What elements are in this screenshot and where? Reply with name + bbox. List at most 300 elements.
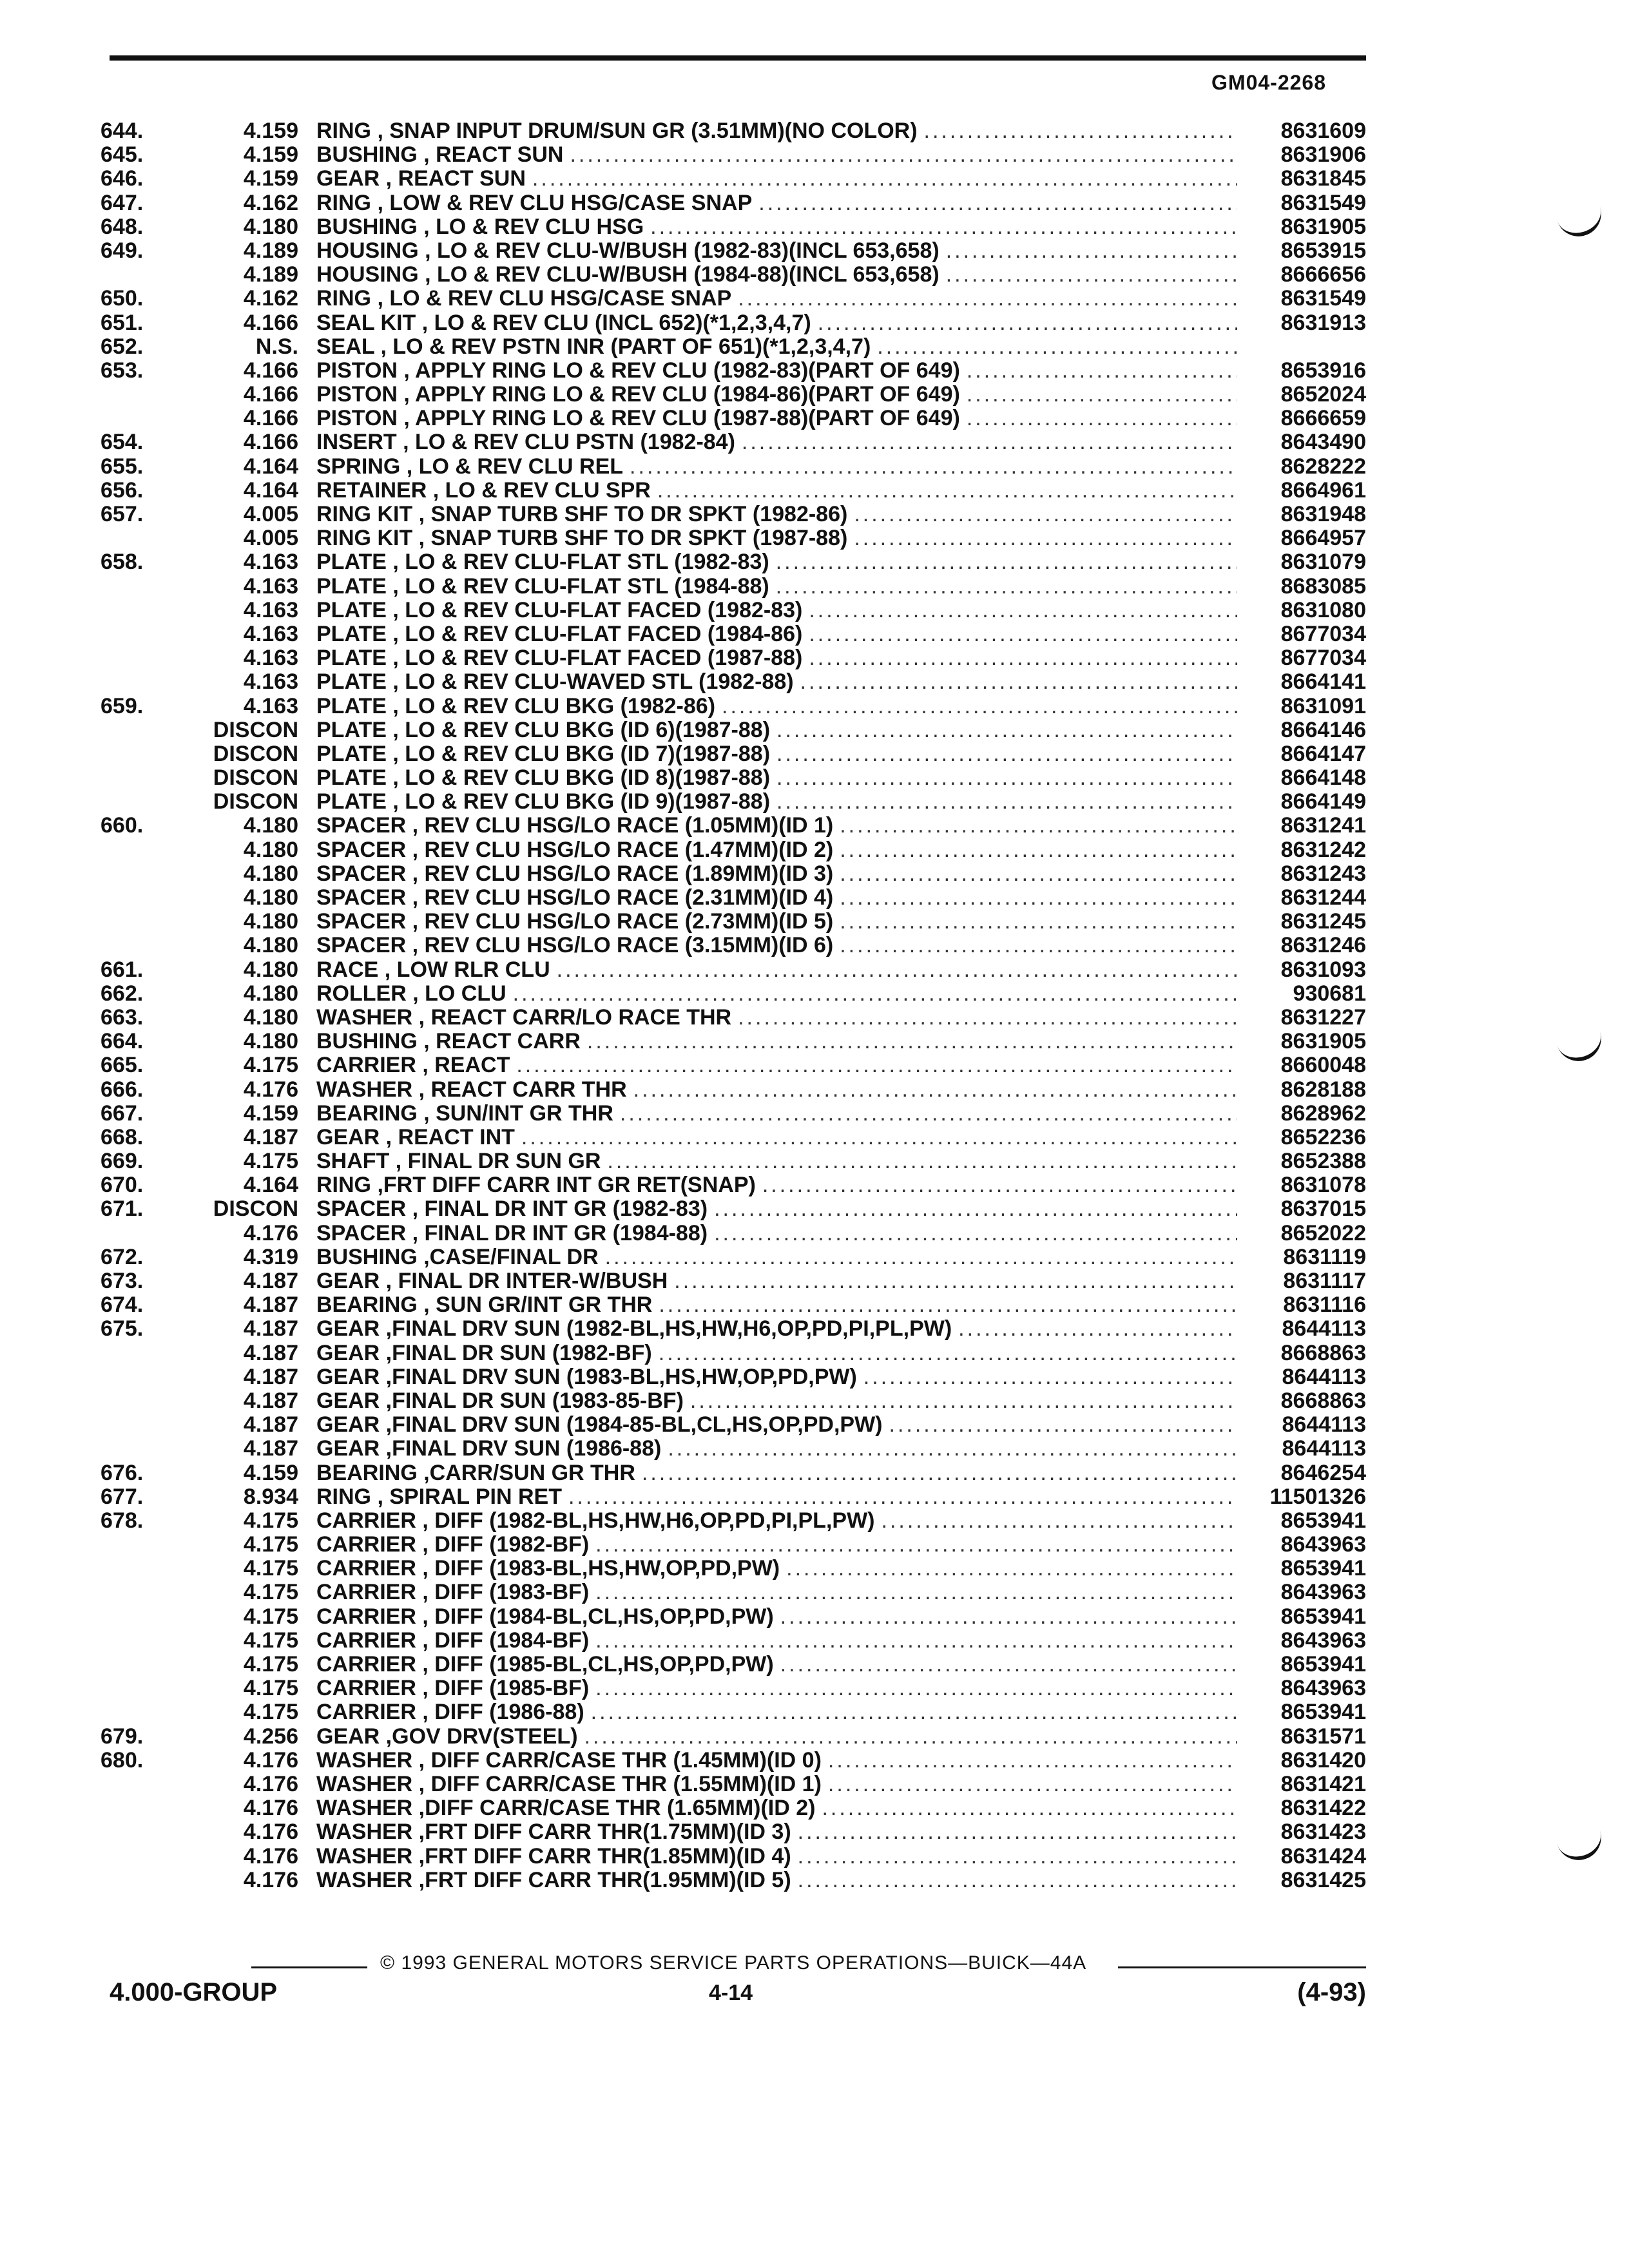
figure-ref: 4.175 — [243, 1652, 298, 1677]
part-number: 8631080 — [1280, 597, 1366, 622]
part-number: 8653916 — [1280, 358, 1366, 383]
item-number: 656. — [101, 477, 144, 503]
description-text: GEAR , FINAL DR INTER-W/BUSH — [316, 1269, 668, 1293]
figure-ref: 4.175 — [243, 1149, 298, 1174]
figure-ref: 4.175 — [243, 1508, 298, 1533]
description-text: GEAR , REACT SUN — [316, 167, 526, 191]
description-text: GEAR ,FINAL DR SUN (1982-BF) — [316, 1341, 652, 1365]
item-number: 676. — [101, 1460, 144, 1485]
dot-leader — [791, 1845, 1237, 1869]
description-text: PLATE , LO & REV CLU BKG (ID 7)(1987-88) — [316, 742, 771, 766]
item-number: 644. — [101, 119, 144, 143]
part-number: 8652388 — [1280, 1149, 1366, 1174]
dot-leader — [791, 1869, 1237, 1892]
figure-ref: 4.187 — [243, 1412, 298, 1437]
description-text: BEARING , SUN GR/INT GR THR — [316, 1293, 653, 1318]
table-row — [97, 1869, 1366, 1892]
table-row — [97, 1197, 1366, 1221]
dot-leader — [875, 1509, 1238, 1533]
table-row — [97, 934, 1366, 957]
figure-ref: 4.166 — [243, 430, 298, 455]
part-description — [316, 695, 1237, 718]
part-description — [316, 1053, 1237, 1077]
description-text: CARRIER , DIFF (1983-BL,HS,HW,OP,PD,PW) — [316, 1557, 780, 1581]
part-description — [316, 982, 1237, 1006]
dot-leader — [644, 215, 1237, 239]
part-number: 8631241 — [1280, 813, 1366, 838]
description-text: PLATE , LO & REV CLU BKG (ID 6)(1987-88) — [316, 718, 771, 742]
part-description — [316, 1605, 1237, 1629]
table-row — [97, 1173, 1366, 1197]
dot-leader — [802, 646, 1237, 670]
table-row — [97, 119, 1366, 143]
part-number: 8637015 — [1280, 1196, 1366, 1222]
figure-ref: 4.180 — [243, 837, 298, 862]
table-row — [97, 982, 1366, 1006]
part-description — [316, 479, 1237, 503]
dot-leader — [589, 1629, 1237, 1653]
part-number: 8628222 — [1280, 454, 1366, 479]
figure-ref: DISCON — [213, 765, 298, 791]
part-description — [316, 215, 1237, 239]
dot-leader — [526, 167, 1237, 191]
description-text: PLATE , LO & REV CLU-FLAT STL (1982-83) — [316, 550, 769, 575]
part-number: 8631422 — [1280, 1796, 1366, 1821]
part-description — [316, 407, 1237, 430]
description-text: PLATE , LO & REV CLU-FLAT FACED (1987-88) — [316, 646, 803, 671]
part-description — [316, 1006, 1237, 1030]
figure-ref: 4.164 — [243, 1173, 298, 1198]
part-description — [316, 1341, 1237, 1365]
description-text: SPACER , REV CLU HSG/LO RACE (1.05MM)(ID 1) — [316, 814, 834, 838]
table-row — [97, 1845, 1366, 1869]
table-row — [97, 646, 1366, 670]
part-description — [316, 575, 1237, 599]
part-description — [316, 1796, 1237, 1820]
part-number: 8668863 — [1280, 1388, 1366, 1413]
description-text: RING , LO & REV CLU HSG/CASE SNAP — [316, 287, 732, 311]
part-description — [316, 1222, 1237, 1245]
dot-leader — [960, 383, 1237, 407]
part-description — [316, 790, 1237, 814]
part-number: 8683085 — [1280, 573, 1366, 599]
figure-ref: 4.163 — [243, 669, 298, 695]
figure-ref: 4.163 — [243, 693, 298, 718]
part-description — [316, 263, 1237, 287]
item-number: 680. — [101, 1747, 144, 1773]
part-number: 8631116 — [1283, 1293, 1366, 1318]
part-description — [316, 742, 1237, 766]
dot-leader — [811, 311, 1237, 335]
part-description — [316, 1629, 1237, 1653]
dot-leader — [802, 622, 1237, 646]
dot-leader — [952, 1317, 1237, 1341]
figure-ref: 4.180 — [243, 933, 298, 958]
description-text: CARRIER , DIFF (1982-BL,HS,HW,H6,OP,PD,PI,PL,PW) — [316, 1508, 875, 1533]
figure-ref: 4.180 — [243, 981, 298, 1006]
table-row — [97, 838, 1366, 862]
part-number: 8644113 — [1282, 1412, 1366, 1437]
dot-leader — [581, 1030, 1237, 1053]
part-number: 8660048 — [1280, 1053, 1366, 1078]
table-row — [97, 526, 1366, 550]
dot-leader — [613, 1102, 1237, 1126]
figure-ref: 4.180 — [243, 909, 298, 934]
part-number: 8631242 — [1280, 837, 1366, 862]
part-number: 8643963 — [1280, 1532, 1366, 1557]
description-text: PISTON , APPLY RING LO & REV CLU (1982-83)(PART OF 649) — [316, 358, 960, 383]
part-description — [316, 191, 1237, 215]
part-number: 8631119 — [1283, 1244, 1366, 1269]
item-number: 673. — [101, 1269, 144, 1293]
part-description — [316, 1437, 1237, 1461]
dot-leader — [668, 1269, 1237, 1293]
table-row — [97, 1773, 1366, 1796]
dot-leader — [510, 1053, 1237, 1077]
dot-leader — [871, 335, 1237, 359]
item-number: 669. — [101, 1149, 144, 1174]
part-description — [316, 359, 1237, 383]
item-number: 653. — [101, 358, 144, 383]
figure-ref: 4.159 — [243, 142, 298, 168]
part-description — [316, 239, 1237, 263]
dot-leader — [635, 1461, 1237, 1485]
dot-leader — [883, 1413, 1238, 1437]
dot-leader — [623, 455, 1237, 479]
table-row — [97, 1605, 1366, 1629]
item-number: 654. — [101, 430, 144, 455]
description-text: PISTON , APPLY RING LO & REV CLU (1984-86)(PART OF 649) — [316, 383, 960, 407]
figure-ref: 4.180 — [243, 214, 298, 239]
item-number: 659. — [101, 693, 144, 718]
document-id: GM04-2268 — [1211, 71, 1326, 94]
table-row — [97, 886, 1366, 910]
table-row — [97, 766, 1366, 790]
table-row — [97, 622, 1366, 646]
description-text: PLATE , LO & REV CLU-FLAT FACED (1982-83) — [316, 598, 803, 622]
part-number: 11501326 — [1269, 1484, 1366, 1509]
figure-ref: DISCON — [213, 717, 298, 742]
dot-leader — [833, 838, 1237, 862]
item-number: 672. — [101, 1244, 144, 1269]
part-number: 8631905 — [1280, 1029, 1366, 1054]
figure-ref: 4.175 — [243, 1532, 298, 1557]
item-number: 650. — [101, 286, 144, 311]
table-row — [97, 1700, 1366, 1724]
table-row — [97, 742, 1366, 766]
table-row — [97, 143, 1366, 167]
part-number: 8631244 — [1280, 885, 1366, 910]
figure-ref: 4.164 — [243, 477, 298, 503]
part-description — [316, 1820, 1237, 1844]
part-description — [316, 958, 1237, 982]
figure-ref: 4.159 — [243, 1100, 298, 1126]
part-description — [316, 1845, 1237, 1869]
table-row — [97, 1533, 1366, 1557]
description-text: GEAR ,GOV DRV(STEEL) — [316, 1724, 578, 1749]
item-number: 671. — [101, 1196, 144, 1222]
description-text: CARRIER , REACT — [316, 1053, 510, 1078]
dot-leader — [562, 1485, 1237, 1509]
part-description — [316, 119, 1237, 143]
table-row — [97, 1245, 1366, 1269]
description-text: RING KIT , SNAP TURB SHF TO DR SPKT (1987-88) — [316, 526, 848, 551]
description-text: RING ,FRT DIFF CARR INT GR RET(SNAP) — [316, 1173, 756, 1198]
part-description — [316, 1869, 1237, 1892]
figure-ref: 4.175 — [243, 1700, 298, 1725]
description-text: CARRIER , DIFF (1984-BL,CL,HS,OP,PD,PW) — [316, 1604, 774, 1629]
dot-leader — [774, 1605, 1237, 1629]
table-row — [97, 1461, 1366, 1485]
part-description — [316, 1533, 1237, 1557]
dot-leader — [756, 1173, 1237, 1197]
item-number: 678. — [101, 1508, 144, 1533]
item-number: 664. — [101, 1029, 144, 1054]
part-description — [316, 599, 1237, 622]
description-text: PLATE , LO & REV CLU BKG (ID 8)(1987-88) — [316, 766, 771, 791]
description-text: SEAL KIT , LO & REV CLU (INCL 652)(*1,2,3,4,7) — [316, 311, 811, 335]
part-number: 8666659 — [1280, 406, 1366, 431]
dot-leader — [770, 742, 1237, 766]
description-text: WASHER ,FRT DIFF CARR THR(1.75MM)(ID 3) — [316, 1820, 791, 1845]
description-text: SPACER , FINAL DR INT GR (1982-83) — [316, 1197, 708, 1222]
table-row — [97, 263, 1366, 287]
part-number: 8631246 — [1280, 933, 1366, 958]
part-description — [316, 1700, 1237, 1724]
figure-ref: 4.005 — [243, 526, 298, 551]
binder-hole-mark — [1557, 1031, 1607, 1067]
part-number: 8631424 — [1280, 1843, 1366, 1869]
figure-ref: 4.256 — [243, 1724, 298, 1749]
figure-ref: 4.163 — [243, 597, 298, 622]
dot-leader — [731, 287, 1237, 311]
part-number: 8631609 — [1280, 119, 1366, 143]
part-description — [316, 670, 1237, 694]
description-text: PLATE , LO & REV CLU-WAVED STL (1982-88) — [316, 670, 794, 695]
part-description — [316, 1149, 1237, 1173]
dot-leader — [815, 1796, 1237, 1820]
table-row — [97, 1317, 1366, 1341]
dot-leader — [770, 790, 1237, 814]
part-number: 8652022 — [1280, 1220, 1366, 1245]
figure-ref: 4.187 — [243, 1124, 298, 1149]
figure-ref: 4.176 — [243, 1796, 298, 1821]
figure-ref: 4.176 — [243, 1077, 298, 1102]
figure-ref: DISCON — [213, 789, 298, 814]
item-number: 674. — [101, 1293, 144, 1318]
item-number: 647. — [101, 190, 144, 215]
binder-hole-mark — [1557, 1830, 1607, 1866]
description-text: PISTON , APPLY RING LO & REV CLU (1987-88)(PART OF 649) — [316, 407, 960, 431]
figure-ref: 4.180 — [243, 813, 298, 838]
dot-leader — [847, 503, 1237, 526]
part-number: 8652024 — [1280, 382, 1366, 407]
part-description — [316, 838, 1237, 862]
figure-ref: DISCON — [213, 1196, 298, 1222]
description-text: HOUSING , LO & REV CLU-W/BUSH (1984-88)(INCL 653,658) — [316, 263, 940, 287]
table-row — [97, 407, 1366, 430]
description-text: BUSHING , REACT CARR — [316, 1030, 581, 1054]
dot-leader — [735, 430, 1237, 454]
table-row — [97, 1820, 1366, 1844]
figure-ref: 4.180 — [243, 1029, 298, 1054]
part-description — [316, 1197, 1237, 1221]
description-text: SPACER , FINAL DR INT GR (1984-88) — [316, 1221, 708, 1245]
table-row — [97, 814, 1366, 838]
description-text: CARRIER , DIFF (1983-BF) — [316, 1581, 590, 1605]
figure-ref: 8.934 — [243, 1484, 298, 1509]
part-description — [316, 167, 1237, 191]
description-text: SHAFT , FINAL DR SUN GR — [316, 1149, 601, 1174]
table-row — [97, 1222, 1366, 1245]
figure-ref: 4.176 — [243, 1843, 298, 1869]
table-row — [97, 718, 1366, 742]
table-row — [97, 1365, 1366, 1389]
table-row — [97, 1269, 1366, 1293]
figure-ref: 4.187 — [243, 1364, 298, 1389]
description-text: BEARING , SUN/INT GR THR — [316, 1101, 613, 1126]
description-text: WASHER , REACT CARR THR — [316, 1077, 627, 1102]
part-number: 8643963 — [1280, 1628, 1366, 1653]
part-number: 8653941 — [1280, 1508, 1366, 1533]
dot-leader — [652, 1293, 1237, 1317]
table-row — [97, 670, 1366, 694]
item-number: 679. — [101, 1724, 144, 1749]
dot-leader — [780, 1557, 1237, 1581]
description-text: ROLLER , LO CLU — [316, 981, 506, 1006]
description-text: RING , LOW & REV CLU HSG/CASE SNAP — [316, 191, 753, 215]
description-text: BEARING ,CARR/SUN GR THR — [316, 1461, 635, 1485]
part-number: 8664961 — [1280, 477, 1366, 503]
dot-leader — [822, 1749, 1237, 1773]
table-row — [97, 1509, 1366, 1533]
description-text: RETAINER , LO & REV CLU SPR — [316, 478, 651, 503]
dot-leader — [708, 1197, 1237, 1221]
part-description — [316, 1725, 1237, 1749]
table-row — [97, 215, 1366, 239]
part-description — [316, 910, 1237, 934]
figure-ref: N.S. — [255, 334, 298, 359]
part-description — [316, 1317, 1237, 1341]
figure-ref: 4.176 — [243, 1747, 298, 1773]
part-number: 8653915 — [1280, 238, 1366, 263]
figure-ref: 4.175 — [243, 1604, 298, 1629]
item-number: 648. — [101, 214, 144, 239]
dot-leader — [599, 1245, 1237, 1269]
figure-ref: 4.189 — [243, 238, 298, 263]
description-text: SPRING , LO & REV CLU REL — [316, 454, 624, 479]
dot-leader — [651, 479, 1237, 503]
part-number: 8631905 — [1280, 214, 1366, 239]
part-number: 8664146 — [1280, 717, 1366, 742]
copyright-notice: © 1993 GENERAL MOTORS SERVICE PARTS OPERATIONS—BUICK—44A — [380, 1952, 1087, 1974]
dot-leader — [506, 982, 1237, 1006]
dot-leader — [684, 1389, 1237, 1413]
description-text: CARRIER , DIFF (1982-BF) — [316, 1533, 590, 1557]
description-text: WASHER , DIFF CARR/CASE THR (1.55MM)(ID 1) — [316, 1772, 822, 1796]
figure-ref: 4.187 — [243, 1293, 298, 1318]
figure-ref: 4.180 — [243, 1004, 298, 1030]
dot-leader — [627, 1078, 1237, 1102]
part-number: 8631421 — [1280, 1771, 1366, 1796]
part-description — [316, 503, 1237, 526]
figure-ref: 4.176 — [243, 1220, 298, 1245]
part-number: 8628962 — [1280, 1100, 1366, 1126]
description-text: BUSHING ,CASE/FINAL DR — [316, 1245, 599, 1269]
figure-ref: 4.166 — [243, 382, 298, 407]
part-description — [316, 1245, 1237, 1269]
table-row — [97, 599, 1366, 622]
item-number: 666. — [101, 1077, 144, 1102]
dot-leader — [791, 1820, 1237, 1844]
table-row — [97, 1485, 1366, 1509]
table-row — [97, 862, 1366, 886]
part-description — [316, 430, 1237, 454]
dot-leader — [847, 526, 1237, 550]
figure-ref: 4.163 — [243, 621, 298, 646]
part-number: 8644113 — [1282, 1316, 1366, 1341]
part-description — [316, 646, 1237, 670]
dot-leader — [550, 958, 1237, 982]
description-text: RING , SNAP INPUT DRUM/SUN GR (3.51MM)(NO COLOR) — [316, 119, 918, 143]
item-number: 646. — [101, 166, 144, 191]
table-row — [97, 958, 1366, 982]
part-number: 8631245 — [1280, 909, 1366, 934]
part-number: 8631549 — [1280, 190, 1366, 215]
table-row — [97, 335, 1366, 359]
part-description — [316, 1509, 1237, 1533]
figure-ref: 4.187 — [243, 1340, 298, 1365]
table-row — [97, 1629, 1366, 1653]
part-description — [316, 550, 1237, 574]
table-row — [97, 1293, 1366, 1317]
figure-ref: 4.166 — [243, 310, 298, 335]
dot-leader — [515, 1126, 1237, 1149]
dot-leader — [601, 1149, 1237, 1173]
figure-ref: 4.175 — [243, 1580, 298, 1605]
dot-leader — [589, 1677, 1237, 1700]
figure-ref: 4.159 — [243, 1460, 298, 1485]
table-row — [97, 550, 1366, 574]
part-number: 8646254 — [1280, 1460, 1366, 1485]
table-row — [97, 1796, 1366, 1820]
description-text: RACE , LOW RLR CLU — [316, 957, 550, 982]
part-description — [316, 335, 1237, 359]
part-description — [316, 1677, 1237, 1700]
table-row — [97, 383, 1366, 407]
table-row — [97, 191, 1366, 215]
description-text: SPACER , REV CLU HSG/LO RACE (1.89MM)(ID 3) — [316, 861, 834, 886]
item-number: 657. — [101, 502, 144, 526]
item-number: 662. — [101, 981, 144, 1006]
table-row — [97, 790, 1366, 814]
figure-ref: 4.175 — [243, 1676, 298, 1701]
table-row — [97, 1677, 1366, 1700]
description-text: SPACER , REV CLU HSG/LO RACE (1.47MM)(ID 2) — [316, 838, 834, 862]
part-number: 8677034 — [1280, 621, 1366, 646]
description-text: PLATE , LO & REV CLU-FLAT FACED (1984-86) — [316, 622, 803, 646]
part-description — [316, 1557, 1237, 1581]
table-row — [97, 1581, 1366, 1604]
part-number: 8653941 — [1280, 1604, 1366, 1629]
table-row — [97, 311, 1366, 335]
table-row — [97, 910, 1366, 934]
part-number: 8644113 — [1282, 1436, 1366, 1461]
item-number: 658. — [101, 550, 144, 575]
dot-leader — [578, 1725, 1237, 1749]
top-rule — [110, 55, 1366, 61]
dot-leader — [563, 143, 1237, 167]
